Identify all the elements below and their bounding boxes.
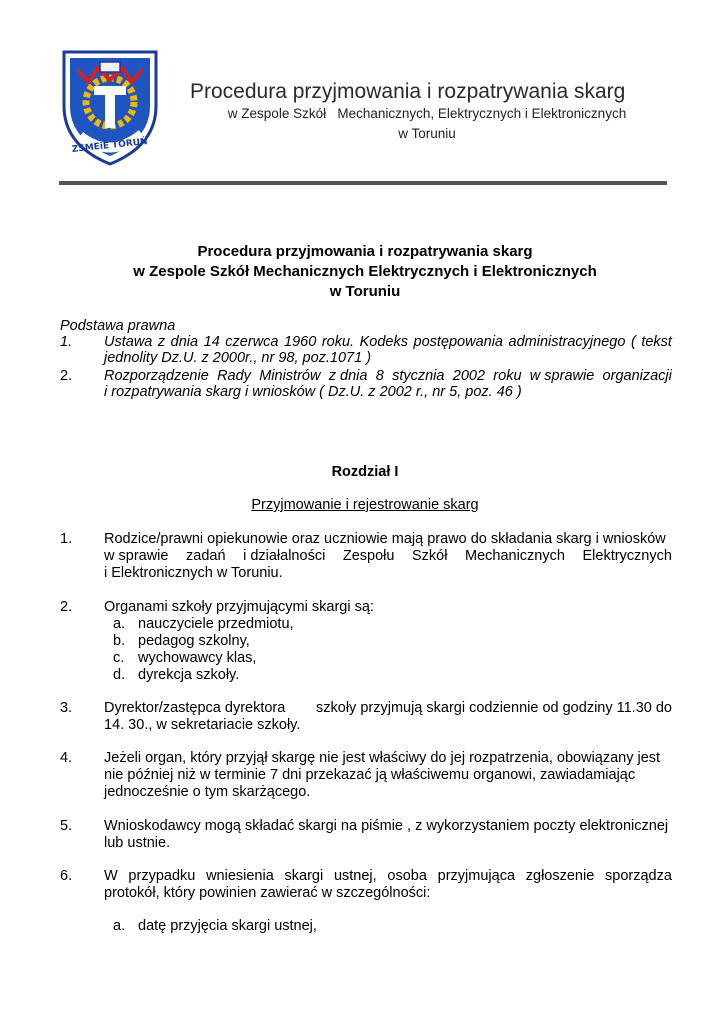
legal-basis-heading: Podstawa prawna [60, 318, 176, 334]
point-1-line3: i Elektronicznych w Toruniu. [104, 565, 283, 581]
point-5-line1: Wnioskodawcy mogą składać skargi na piśmie , z wykorzystaniem poczty elektronicznej [104, 818, 669, 834]
header-title: Procedura przyjmowania i rozpatrywania skarg [190, 80, 626, 103]
point-6-sub-a-letter: a. [113, 918, 126, 934]
point-2-number: 2. [60, 599, 73, 615]
point-2-sub-c-text: wychowawcy klas, [138, 650, 257, 666]
header-divider [59, 181, 667, 185]
chapter-title: Rozdział I [331, 464, 399, 480]
point-1-line1: Rodzice/prawni opiekunowie oraz uczniowie mają prawo do składania skarg i wniosków [104, 531, 666, 547]
point-3-number: 3. [60, 700, 73, 716]
document-title-line3: w Toruniu [329, 283, 401, 300]
point-6-number: 6. [60, 868, 73, 884]
logo-text: ZSMEiE TORUŃ [71, 137, 149, 155]
point-1-line2: w sprawie zadań i działalności Zespołu Szkół Mechanicznych Elektrycznych [104, 548, 672, 564]
header-subtitle-line2: w Toruniu [398, 126, 456, 141]
legal-basis-1-number: 1. [60, 334, 73, 350]
point-4-line1: Jeżeli organ, który przyjął skargę nie jest właściwy do jej rozpatrzenia, obowiązany jest [104, 750, 661, 766]
point-2-sub-a-text: nauczyciele przedmiotu, [138, 616, 294, 632]
point-4-line3: jednocześnie o tym skarżącego. [104, 784, 311, 800]
point-2-sub-b-text: pedagog szkolny, [138, 633, 250, 649]
point-2-line1: Organami szkoły przyjmującymi skargi są: [104, 599, 374, 615]
point-3-line1: Dyrektor/zastępca dyrektora szkoły przyjmują skargi codziennie od godziny 11.30 do [104, 700, 672, 716]
school-logo [60, 48, 160, 166]
legal-basis-2-line1: Rozporządzenie Rady Ministrów z dnia 8 stycznia 2002 roku w sprawie organizacji [104, 368, 672, 384]
chapter-subtitle-wrap [60, 497, 670, 513]
point-2-sub-b-letter: b. [113, 633, 126, 649]
point-4-number: 4. [60, 750, 73, 766]
point-2-sub-d-letter: d. [113, 667, 126, 683]
legal-basis-1-line2: jednolity Dz.U. z 2000r., nr 98, poz.1071 ) [104, 350, 372, 366]
legal-basis-2-line2: i rozpatrywania skarg i wniosków ( Dz.U. z 2002 r., nr 5, poz. 46 ) [104, 384, 522, 400]
document-title-line1: Procedura przyjmowania i rozpatrywania skarg [197, 243, 533, 260]
document-title-line2: w Zespole Szkół Mechanicznych Elektrycznych i Elektronicznych [133, 263, 597, 280]
point-6-sub-a-text: datę przyjęcia skargi ustnej, [138, 918, 317, 934]
point-4-line2: nie później niż w terminie 7 dni przekazać ją właściwemu organowi, zawiadamiając [104, 767, 636, 783]
point-5-line2: lub ustnie. [104, 835, 171, 851]
point-3-line2: 14. 30., w sekretariacie szkoły. [104, 717, 301, 733]
chapter-subtitle: Przyjmowanie i rejestrowanie skarg [251, 497, 479, 513]
legal-basis-2-number: 2. [60, 368, 73, 384]
point-2-sub-c-letter: c. [113, 650, 125, 666]
point-2-sub-a-letter: a. [113, 616, 126, 632]
point-2-sub-d-text: dyrekcja szkoły. [138, 667, 240, 683]
point-6-line1: W przypadku wniesienia skargi ustnej, osoba przyjmująca zgłoszenie sporządza [104, 868, 672, 884]
legal-basis-1-line1: Ustawa z dnia 14 czerwca 1960 roku. Kodeks postępowania administracyjnego ( tekst [104, 334, 672, 350]
point-5-number: 5. [60, 818, 73, 834]
point-6-line2: protokół, który powinien zawierać w szczególności: [104, 885, 431, 901]
point-1-number: 1. [60, 531, 73, 547]
header-subtitle-line1: w Zespole Szkół Mechanicznych, Elektrycznych i Elektronicznych [227, 106, 627, 121]
